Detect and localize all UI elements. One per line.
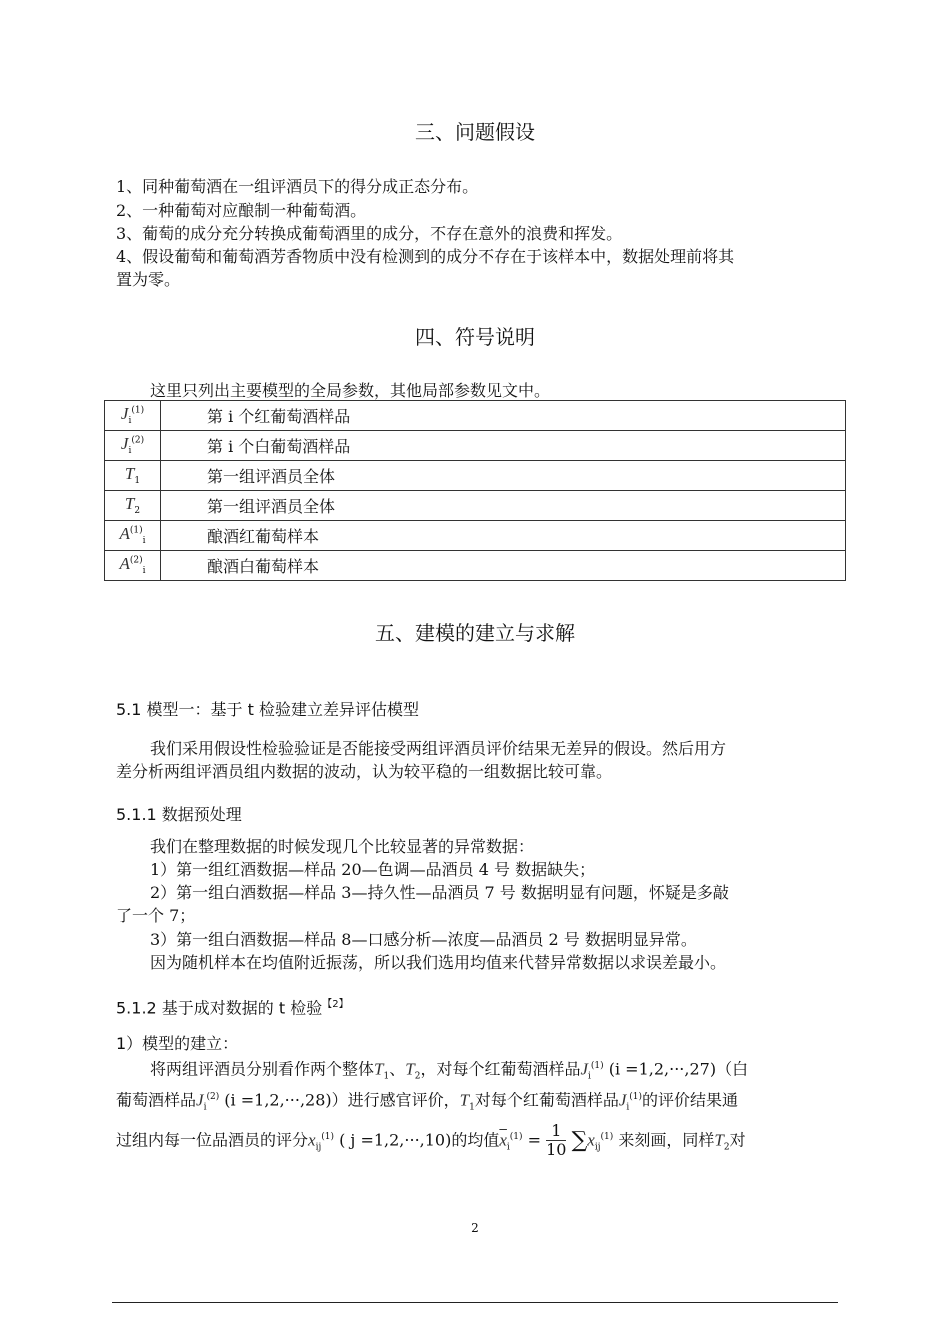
model-line-1: 将两组评酒员分别看作两个整体$T_1$、$T_2$，对每个红葡萄酒样品$J_i^{(1)}$ (i =1,2,···,27)（白 <box>150 1059 749 1082</box>
symbol-desc: 第一组评酒员全体 <box>161 491 846 521</box>
symbol-cell: $J_i^{(2)}$ <box>105 431 161 461</box>
fraction: $\frac{1}{10}$ <box>546 1121 567 1160</box>
assumption-1: 1、同种葡萄酒在一组评酒员下的得分成正态分布。 <box>116 177 479 196</box>
s511-line-6: 因为随机样本在均值附近振荡，所以我们选用均值来代替异常数据以求误差最小。 <box>150 953 727 972</box>
s51-paragraph-line-2: 差分析两组评酒员组内数据的波动，认为较平稳的一组数据比较可靠。 <box>116 762 613 781</box>
symbol-cell: $J_i^{(1)}$ <box>105 401 161 431</box>
model-line-2: 葡萄酒样品$J_i^{(2)}$ (i =1,2,···,28)）进行感官评价，$T_1$对每个红葡萄酒样品$J_i^{(1)}$的评价结果通 <box>116 1090 739 1113</box>
symbol-desc: 第 i 个红葡萄酒样品 <box>161 401 846 431</box>
section-4-title: 四、符号说明 <box>415 325 535 349</box>
symbol-row <box>105 401 846 431</box>
symbol-desc: 酿酒白葡萄样本 <box>161 551 846 581</box>
s511-line-2: 1）第一组红酒数据—样品 20—色调—品酒员 4 号 数据缺失； <box>150 860 596 879</box>
symbol-desc: 第 i 个白葡萄酒样品 <box>161 431 846 461</box>
symbol-cell: $T_2$ <box>105 491 161 521</box>
section-5-title: 五、建模的建立与求解 <box>375 621 575 645</box>
symbol-desc: 酿酒红葡萄样本 <box>161 521 846 551</box>
subsection-5-1-2-title: 5.1.2 基于成对数据的 t 检验$^{【2】}$ <box>116 998 349 1018</box>
symbol-row <box>105 551 846 581</box>
s511-line-1: 我们在整理数据的时候发现几个比较显著的异常数据： <box>150 837 535 856</box>
model-title: 1）模型的建立： <box>116 1034 239 1053</box>
symbol-cell: $A^{(1)}_i$ <box>105 521 161 551</box>
s511-line-3: 2）第一组白酒数据—样品 3—持久性—品酒员 7 号 数据明显有问题，怀疑是多敲 <box>150 883 729 902</box>
symbol-row <box>105 491 846 521</box>
s511-line-5: 3）第一组白酒数据—样品 8—口感分析—浓度—品酒员 2 号 数据明显异常。 <box>150 930 697 949</box>
symbols-intro: 这里只列出主要模型的全局参数，其他局部参数见文中。 <box>150 381 551 400</box>
s511-line-4: 了一个 7； <box>116 906 196 925</box>
assumption-2: 2、一种葡萄对应酿制一种葡萄酒。 <box>116 201 367 220</box>
symbol-row <box>105 431 846 461</box>
assumption-4: 4、假设葡萄和葡萄酒芳香物质中没有检测到的成分不存在于该样本中，数据处理前将其 <box>116 247 735 266</box>
model-line-3: 过组内每一位品酒员的评分$x_{ij}^{(1)}$ ( j =1,2,···,10)的均值$\overline{x}_i^{(1)}$ = $\frac{1}{10}$ $\sum x_{ij}^{(1)}$ 来刻画，同样$T_2$对 <box>116 1121 746 1160</box>
symbol-row <box>105 461 846 491</box>
s51-paragraph-line-1: 我们采用假设性检验验证是否能接受两组评酒员评价结果无差异的假设。然后用方 <box>150 739 727 758</box>
symbol-table <box>104 400 846 581</box>
subsection-5-1-title: 5.1 模型一：基于 t 检验建立差异评估模型 <box>116 700 419 719</box>
page-number: 2 <box>471 1221 479 1235</box>
section-3-title: 三、问题假设 <box>415 120 535 144</box>
reference-mark: 【2】 <box>322 999 349 1010</box>
assumption-4-cont: 置为零。 <box>116 270 181 289</box>
footer-rule <box>112 1302 838 1303</box>
symbol-row <box>105 521 846 551</box>
subsection-5-1-1-title: 5.1.1 数据预处理 <box>116 805 242 824</box>
assumption-3: 3、葡萄的成分充分转换成葡萄酒里的成分，不存在意外的浪费和挥发。 <box>116 224 623 243</box>
symbol-cell: $A^{(2)}_i$ <box>105 551 161 581</box>
symbol-cell: $T_1$ <box>105 461 161 491</box>
symbol-desc: 第一组评酒员全体 <box>161 461 846 491</box>
